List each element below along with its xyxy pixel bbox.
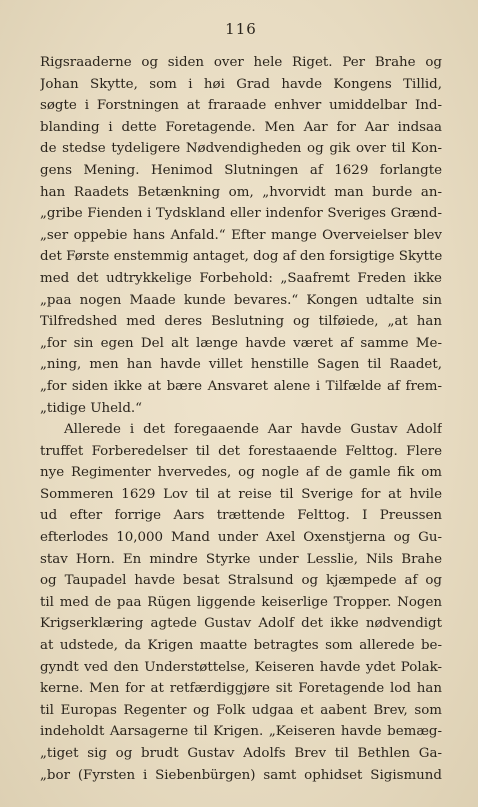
text-line: til med de paa Rügen liggende keiserlige Tropper. Nogen [40, 594, 442, 610]
text-line: „paa nogen Maade kunde bevares.“ Kongen udtalte sin [40, 292, 442, 308]
text-line: til Europas Regenter og Folk udgaa et aabent Brev, som [40, 702, 442, 718]
text-line: de stedse tydeligere Nødvendigheden og gik over til Kon- [40, 141, 442, 157]
page-number: 116 [225, 20, 257, 38]
text-line: Rigsraaderne og siden over hele Riget. Per Brahe og [40, 55, 442, 70]
text-line: med det udtrykkelige Forbehold: „Saafremt Freden ikke [40, 270, 442, 286]
text-line: stav Horn. En mindre Styrke under Lesslie, Nils Brahe [40, 551, 442, 567]
text-line: at udstede, da Krigen maatte betragtes som allerede be- [40, 638, 442, 654]
text-line: efterlodes 10,000 Mand under Axel Oxenstjerna og Gu- [40, 530, 442, 546]
text-line: Tilfredshed med deres Beslutning og tilføiede, „at han [40, 314, 442, 330]
text-line: „ser oppebie hans Anfald.“ Efter mange Overveielser blev [40, 227, 442, 243]
text-line: „for sin egen Del alt længe havde været af samme Me- [40, 335, 442, 351]
text-line: det Første enstemmig antaget, dog af den forsigtige Skytte [40, 249, 442, 265]
text-line: „bor (Fyrsten i Siebenbürgen) samt ophidset Sigismund [40, 767, 442, 783]
text-line: kerne. Men for at retfærdiggjøre sit Foretagende lod han [40, 681, 442, 697]
text-line: ud efter forrige Aars trættende Felttog. I Preussen [40, 508, 442, 524]
text-line: nye Regimenter hvervedes, og nogle af de gamle fik om [40, 465, 442, 481]
text-line: gens Mening. Henimod Slutningen af 1629 forlangte [40, 162, 442, 178]
text-line: Allerede i det foregaaende Aar havde Gustav Adolf [64, 422, 442, 438]
text-line: truffet Forberedelser til det forestaaende Felttog. Flere [40, 443, 442, 459]
text-line: „ning, men han havde villet henstille Sagen til Raadet, [40, 357, 442, 373]
text-line: Sommeren 1629 Lov til at reise til Sverige for at hvile [40, 486, 442, 502]
text-line: „gribe Fienden i Tydskland eller indenfor Sveriges Grænd- [40, 206, 442, 222]
paragraph-1 [40, 52, 442, 419]
text-line: gyndt ved den Understøttelse, Keiseren havde ydet Polak- [40, 659, 442, 675]
text-line: indeholdt Aarsagerne til Krigen. „Keiseren havde bemæg- [40, 724, 442, 740]
text-line: „for siden ikke at bære Ansvaret alene i Tilfælde af frem- [40, 378, 442, 394]
text-line: „tidige Uheld.“ [40, 400, 142, 416]
text-line: „tiget sig og brudt Gustav Adolfs Brev til Bethlen Ga- [40, 746, 442, 761]
text-line: Johan Skytte, som i høi Grad havde Kongens Tillid, [40, 76, 442, 92]
text-line: og Taupadel havde besat Stralsund og kjæmpede af og [40, 573, 442, 589]
text-line: blanding i dette Foretagende. Men Aar for Aar indsaa [40, 119, 442, 135]
text-line: Krigserklæring agtede Gustav Adolf det ikke nødvendigt [40, 616, 442, 632]
text-line: søgte i Forstningen at fraraade enhver umiddelbar Ind- [40, 98, 442, 114]
paragraph-2 [40, 419, 442, 786]
text-line: han Raadets Betænkning om, „hvorvidt man burde an- [40, 184, 442, 200]
